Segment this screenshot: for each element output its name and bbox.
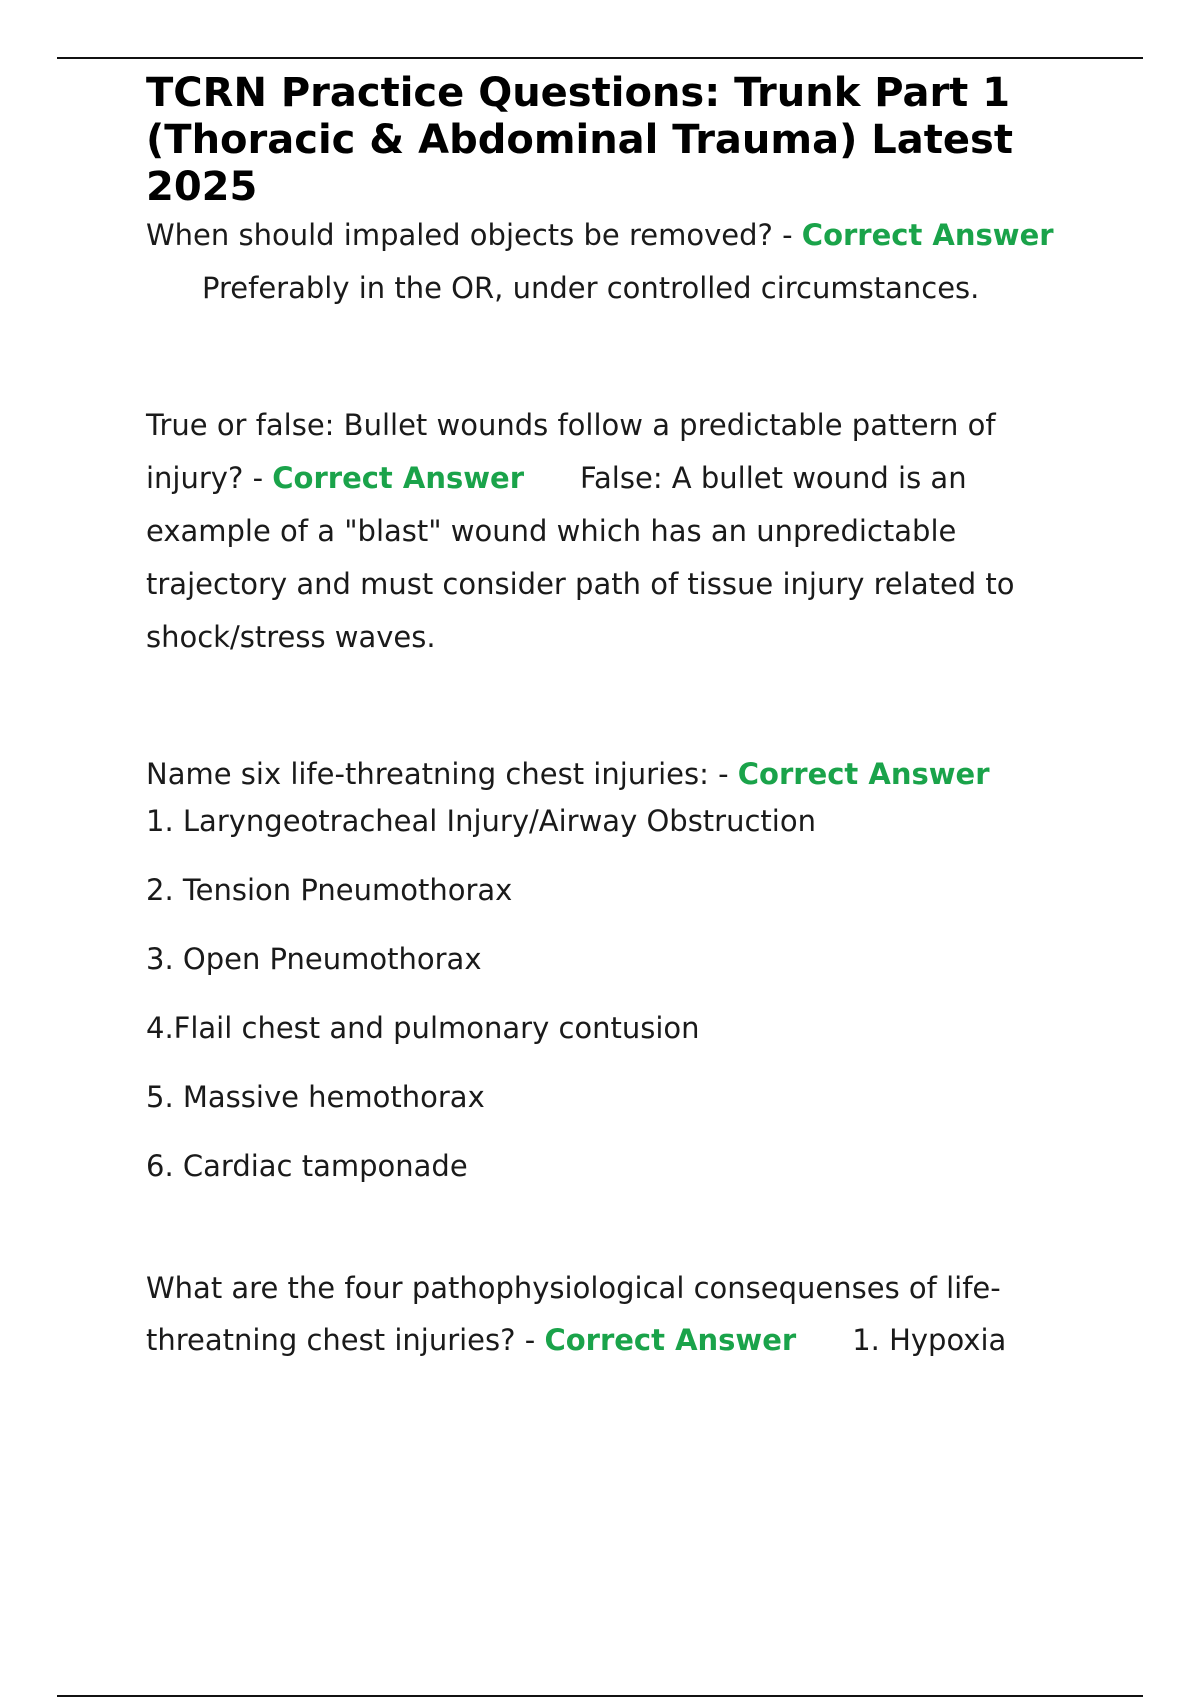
qa-item	[146, 1262, 1076, 1366]
list-item: 5. Massive hemothorax	[146, 1080, 485, 1114]
qa-item	[146, 748, 1076, 801]
correct-answer-label: Correct Answer	[544, 1323, 797, 1357]
question-text: What are the four pathophysiological consequenses of life-threatning chest injuries? -	[146, 1271, 1001, 1357]
bottom-rule	[57, 1695, 1143, 1697]
top-rule	[57, 57, 1143, 59]
question-text: Name six life-threatning chest injuries: -	[146, 757, 729, 791]
answer-text: Preferably in the OR, under controlled circumstances.	[202, 271, 980, 305]
list-item: 3. Open Pneumothorax	[146, 942, 482, 976]
correct-answer-label: Correct Answer	[737, 757, 990, 791]
list-item: 1. Laryngeotracheal Injury/Airway Obstruction	[146, 804, 816, 838]
list-item: 4.Flail chest and pulmonary contusion	[146, 1011, 700, 1045]
question-text: True or false: Bullet wounds follow a predictable pattern of injury? -	[146, 408, 996, 495]
qa-item	[146, 399, 1076, 664]
correct-answer-label: Correct Answer	[801, 218, 1054, 252]
document-body	[146, 70, 1076, 1366]
answer-text: 1. Hypoxia	[852, 1323, 1007, 1357]
question-text: When should impaled objects be removed? -	[146, 218, 793, 252]
document-title: TCRN Practice Questions: Trunk Part 1 (Thoracic & Abdominal Trauma) Latest 2025	[146, 70, 1013, 210]
answer-list	[146, 801, 1076, 1186]
correct-answer-label: Correct Answer	[272, 461, 525, 495]
answer-text: False: A bullet wound is an example of a "blast" wound which has an unpredictable trajectory and must consider path of tissue injury related to shock/stress waves.	[146, 461, 1015, 654]
list-item: 2. Tension Pneumothorax	[146, 873, 513, 907]
qa-item	[146, 209, 1076, 315]
list-item: 6. Cardiac tamponade	[146, 1149, 468, 1183]
